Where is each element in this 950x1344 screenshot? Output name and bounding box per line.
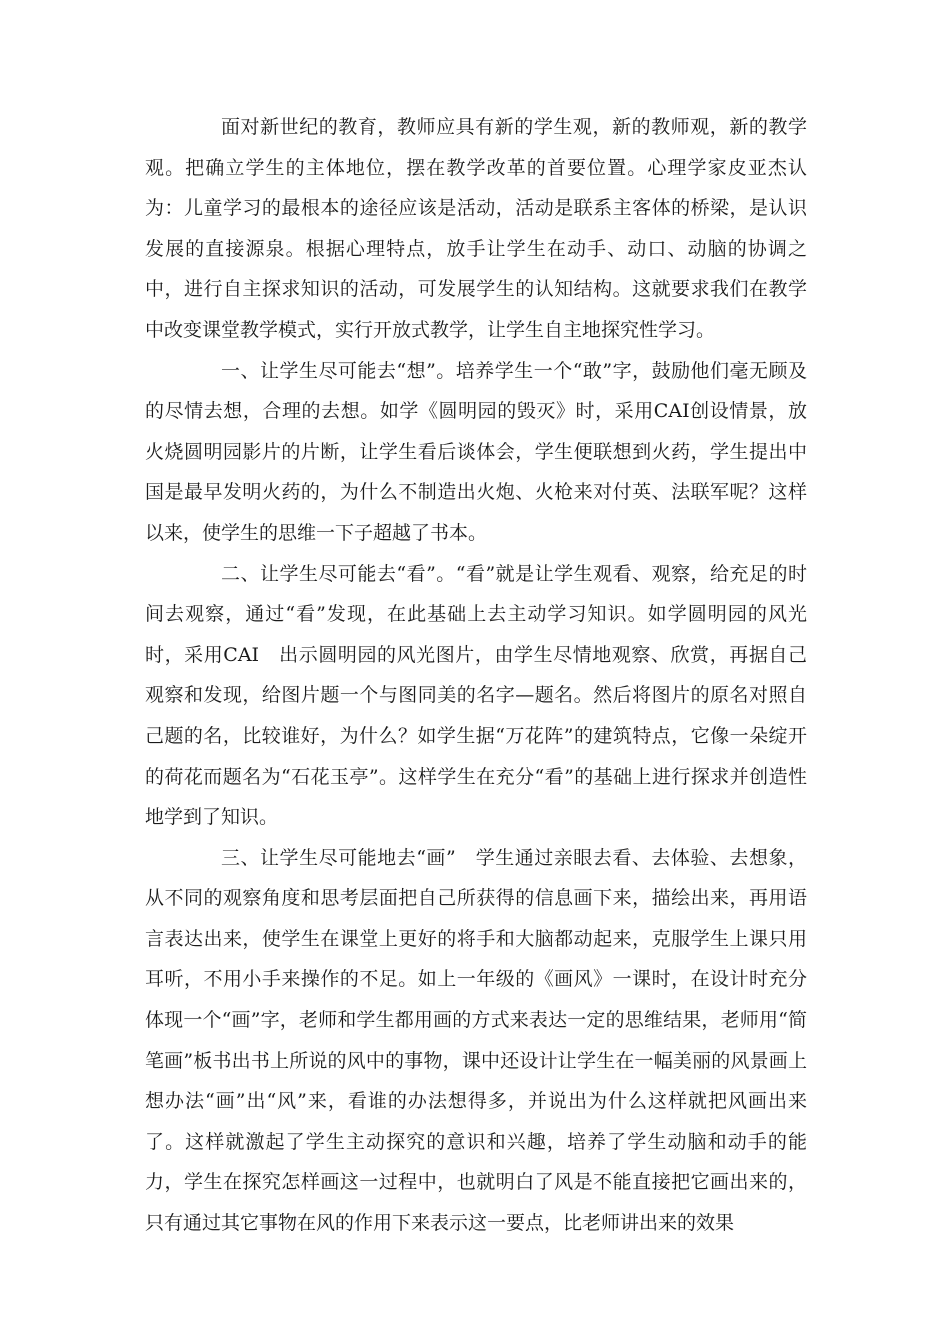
- paragraph-intro: 面对新世纪的教育，教师应具有新的学生观，新的教师观，新的教学观。把确立学生的主体地位，摆在教学改革的首要位置。心理学家皮亚杰认为：儿童学习的最根本的途径应该是活动，活动是联系主客体的桥梁，是认识发展的直接源泉。根据心理特点，放手让学生在动手、动口、动脑的协调之中，进行自主探求知识的活动，可发展学生的认知结构。这就要求我们在教学中改变课堂教学模式，实行开放式教学，让学生自主地探究性学习。: [145, 116, 807, 341]
- document-body: [145, 107, 807, 1244]
- paragraph-think: 一、让学生尽可能去“想”。培养学生一个“敢”字，鼓励他们毫无顾及的尽情去想，合理的去想。如学《圆明园的毁灭》时，采用CAI创设情景，放火烧圆明园影片的片断，让学生看后谈体会，学生便联想到火药，学生提出中国是最早发明火药的，为什么不制造出火炮、火枪来对付英、法联军呢？这样以来，使学生的思维一下子超越了书本。: [145, 359, 807, 544]
- paragraph-draw: 三、让学生尽可能地去“画” 学生通过亲眼去看、去体验、去想象，从不同的观察角度和思考层面把自己所获得的信息画下来，描绘出来，再用语言表达出来，使学生在课堂上更好的将手和大脑都动起来，克服学生上课只用耳听，不用小手来操作的不足。如上一年级的《画风》一课时，在设计时充分体现一个“画”字，老师和学生都用画的方式来表达一定的思维结果，老师用“简笔画”板书出书上所说的风中的事物，课中还设计让学生在一幅美丽的风景画上想办法“画”出“风”来，看谁的办法想得多，并说出为什么这样就把风画出来了。这样就激起了学生主动探究的意识和兴趣，培养了学生动脑和动手的能力，学生在探究怎样画这一过程中，也就明白了风是不能直接把它画出来的，只有通过其它事物在风的作用下来表示这一要点，比老师讲出来的效果: [145, 846, 807, 1235]
- paragraph-look: 二、让学生尽可能去“看”。“看”就是让学生观看、观察，给充足的时间去观察，通过“看”发现，在此基础上去主动学习知识。如学圆明园的风光时，采用CAI 出示圆明园的风光图片，由学生尽情地观察、欣赏，再据自己观察和发现，给图片题一个与图同美的名字—题名。然后将图片的原名对照自己题的名，比较谁好，为什么？如学生据“万花阵”的建筑特点，它像一朵绽开的荷花而题名为“石花玉亭”。这样学生在充分“看”的基础上进行探求并创造性地学到了知识。: [145, 562, 807, 829]
